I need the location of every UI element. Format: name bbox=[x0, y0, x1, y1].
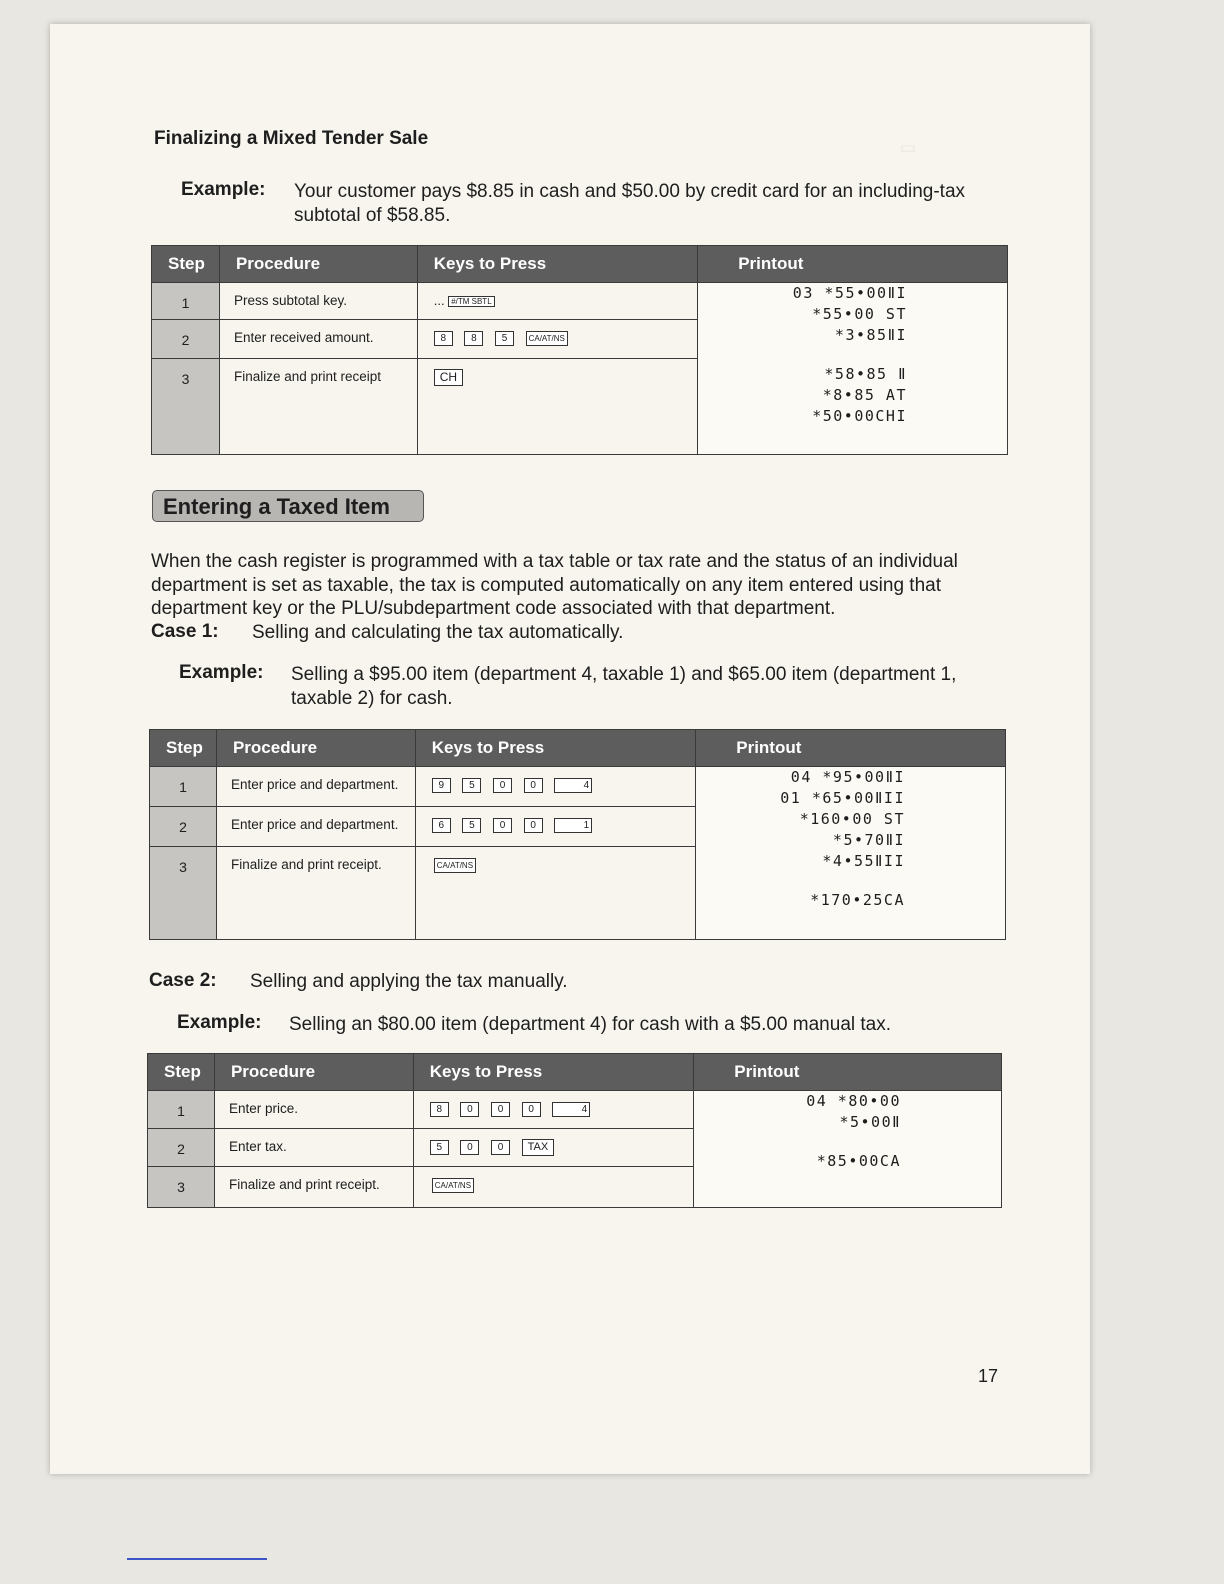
step-number: 1 bbox=[152, 283, 220, 320]
digit-key: 0 bbox=[460, 1140, 479, 1155]
charge-key: CH bbox=[434, 369, 463, 386]
department-key: 1 bbox=[554, 818, 592, 833]
printout-cell bbox=[694, 1091, 1002, 1208]
digit-key: 0 bbox=[460, 1102, 479, 1117]
header-step: Step bbox=[152, 246, 220, 283]
printout-line: *160•00 ST bbox=[799, 810, 905, 828]
case-label: Case 2: bbox=[149, 970, 217, 991]
printout-line: *85•00CA bbox=[816, 1152, 901, 1170]
printout-line: *170•25CA bbox=[810, 891, 905, 909]
header-keys: Keys to Press bbox=[415, 730, 696, 767]
header-printout: Printout bbox=[698, 246, 1008, 283]
header-printout: Printout bbox=[696, 730, 1006, 767]
digit-key: 8 bbox=[464, 331, 483, 346]
digit-key: 5 bbox=[462, 778, 481, 793]
department-key: 4 bbox=[552, 1102, 590, 1117]
keys-cell bbox=[415, 847, 696, 940]
printout-line: 01 *65•00ⅡII bbox=[780, 789, 905, 807]
printout-line: *55•00 ST bbox=[812, 305, 907, 323]
printout-line: *5•00Ⅱ bbox=[839, 1113, 901, 1131]
intro-paragraph: When the cash register is programmed with a tax table or tax rate and the status of an individual department is set as taxable, the tax is computed automatically on any item entered using that department key or the PLU/subdepartment code associated with that department. bbox=[151, 551, 958, 619]
printout-line: 04 *95•00ⅡI bbox=[790, 768, 905, 786]
header-keys: Keys to Press bbox=[413, 1054, 694, 1091]
procedure-table-3 bbox=[147, 1053, 1002, 1208]
department-key: 4 bbox=[554, 778, 592, 793]
cash-key: CA/AT/NS bbox=[432, 1178, 474, 1193]
procedure-text: Enter tax. bbox=[214, 1129, 413, 1167]
printout-line: *3•85ⅡI bbox=[834, 326, 907, 344]
printout-line: *50•00CHI bbox=[812, 407, 907, 425]
header-step: Step bbox=[150, 730, 217, 767]
example-label: Example: bbox=[179, 662, 264, 683]
digit-key: 8 bbox=[434, 331, 453, 346]
digit-key: 5 bbox=[462, 818, 481, 833]
digit-key: 0 bbox=[493, 778, 512, 793]
step-number: 2 bbox=[148, 1129, 215, 1167]
tax-key: TAX bbox=[522, 1139, 555, 1156]
digit-key: 5 bbox=[430, 1140, 449, 1155]
cash-key: CA/AT/NS bbox=[526, 331, 568, 346]
procedure-text: Press subtotal key. bbox=[219, 283, 417, 320]
keys-cell bbox=[417, 283, 698, 320]
page-number: 17 bbox=[978, 1366, 999, 1386]
case-text: Selling and calculating the tax automatically. bbox=[252, 622, 624, 643]
procedure-text: Enter price and department. bbox=[216, 767, 415, 807]
digit-key: 0 bbox=[524, 818, 543, 833]
step-number: 2 bbox=[150, 807, 217, 847]
section-title: Finalizing a Mixed Tender Sale bbox=[154, 128, 429, 149]
keys-cell bbox=[415, 767, 696, 807]
example-label: Example: bbox=[177, 1012, 262, 1033]
keys-cell bbox=[417, 359, 698, 455]
digit-key: 0 bbox=[491, 1140, 510, 1155]
link-underline bbox=[127, 1558, 267, 1560]
digit-key: 0 bbox=[493, 818, 512, 833]
procedure-text: Finalize and print receipt. bbox=[216, 847, 415, 940]
printout-cell bbox=[698, 283, 1008, 455]
subtotal-key: #/TM SBTL bbox=[448, 296, 494, 307]
procedure-table-1 bbox=[151, 245, 1008, 455]
procedure-text: Enter received amount. bbox=[219, 320, 417, 359]
example-text: Selling a $95.00 item (department 4, taxable 1) and $65.00 item (department 1, taxable 2) for cash. bbox=[291, 664, 957, 709]
printout-line: *5•70ⅡI bbox=[832, 831, 905, 849]
keys-cell bbox=[415, 807, 696, 847]
example-text: Your customer pays $8.85 in cash and $50.00 by credit card for an including-tax subtotal of $58.85. bbox=[294, 181, 966, 226]
step-number: 3 bbox=[152, 359, 220, 455]
printout-line: *58•85 Ⅱ bbox=[824, 365, 907, 383]
printout-line: *4•55ⅡII bbox=[822, 852, 905, 870]
example-text: Selling an $80.00 item (department 4) for cash with a $5.00 manual tax. bbox=[289, 1014, 892, 1035]
step-number: 3 bbox=[148, 1167, 215, 1208]
printout-line: 03 *55•00ⅡI bbox=[792, 284, 907, 302]
digit-key: 0 bbox=[522, 1102, 541, 1117]
header-keys: Keys to Press bbox=[417, 246, 698, 283]
digit-key: 0 bbox=[491, 1102, 510, 1117]
header-procedure: Procedure bbox=[216, 730, 415, 767]
header-printout: Printout bbox=[694, 1054, 1002, 1091]
digit-key: 6 bbox=[432, 818, 451, 833]
digit-key: 0 bbox=[524, 778, 543, 793]
digit-key: 5 bbox=[495, 331, 514, 346]
procedure-text: Enter price and department. bbox=[216, 807, 415, 847]
keys-prefix: ... bbox=[433, 293, 445, 308]
case-label: Case 1: bbox=[151, 621, 219, 642]
printout-line: 04 *80•00 bbox=[806, 1092, 901, 1110]
procedure-text: Enter price. bbox=[214, 1091, 413, 1129]
step-number: 3 bbox=[150, 847, 217, 940]
procedure-text: Finalize and print receipt. bbox=[214, 1167, 413, 1208]
header-step: Step bbox=[148, 1054, 215, 1091]
header-procedure: Procedure bbox=[214, 1054, 413, 1091]
example-label: Example: bbox=[181, 179, 266, 200]
keys-cell bbox=[417, 320, 698, 359]
step-number: 1 bbox=[150, 767, 217, 807]
bleed-through: ▭ bbox=[900, 138, 917, 157]
keys-cell bbox=[413, 1091, 694, 1129]
printout-cell bbox=[696, 767, 1006, 940]
digit-key: 9 bbox=[432, 778, 451, 793]
digit-key: 8 bbox=[430, 1102, 449, 1117]
cash-key: CA/AT/NS bbox=[434, 858, 476, 873]
step-number: 1 bbox=[148, 1091, 215, 1129]
keys-cell bbox=[413, 1129, 694, 1167]
case-text: Selling and applying the tax manually. bbox=[250, 971, 568, 992]
procedure-table-2 bbox=[149, 729, 1006, 940]
section-heading: Entering a Taxed Item bbox=[152, 490, 424, 522]
procedure-text: Finalize and print receipt bbox=[219, 359, 417, 455]
keys-cell bbox=[413, 1167, 694, 1208]
step-number: 2 bbox=[152, 320, 220, 359]
header-procedure: Procedure bbox=[219, 246, 417, 283]
printout-line: *8•85 AT bbox=[822, 386, 907, 404]
